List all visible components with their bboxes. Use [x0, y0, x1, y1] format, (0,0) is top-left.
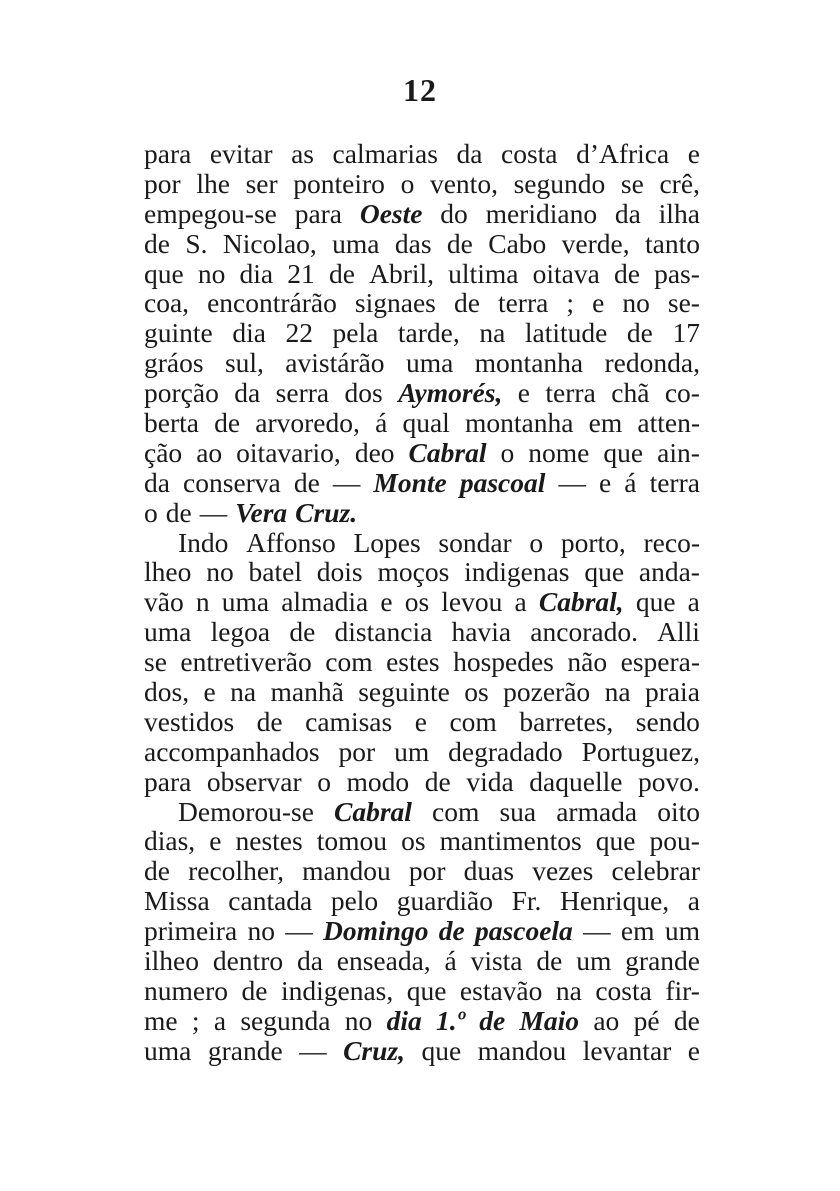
word: se- — [667, 287, 700, 319]
word: lheo — [144, 556, 192, 588]
word: nestes — [235, 825, 303, 857]
word: dia — [232, 317, 266, 349]
word: e — [414, 705, 427, 737]
word: Cabral — [334, 795, 412, 827]
text-line — [144, 438, 700, 468]
text-line — [144, 797, 700, 827]
word: ; — [191, 1004, 200, 1036]
text-line — [144, 288, 700, 318]
word: e — [599, 466, 612, 498]
word: — — [299, 1034, 327, 1066]
word: calmarias — [332, 138, 438, 169]
word: Demorou-se — [178, 795, 314, 827]
word: de — [214, 407, 241, 439]
word: gráos — [144, 347, 204, 379]
word: costa — [501, 138, 558, 169]
word: e — [687, 138, 700, 169]
word: de — [256, 705, 283, 737]
word: lhe — [196, 167, 230, 199]
word: guinte — [144, 317, 213, 349]
word: dos, — [144, 676, 190, 708]
word: Alli — [657, 616, 700, 648]
word: co- — [664, 377, 700, 409]
word: na — [555, 974, 582, 1006]
text-line — [144, 767, 700, 797]
word: estavão — [459, 974, 543, 1006]
word: em — [588, 407, 623, 439]
word: tomou — [316, 825, 388, 857]
word: de — [165, 496, 192, 528]
word: pascoela — [475, 915, 573, 947]
text-line — [144, 408, 700, 438]
word: no — [344, 1004, 373, 1036]
word: terra — [649, 466, 700, 498]
word: por — [144, 167, 181, 199]
text-line — [144, 229, 700, 259]
text-line — [144, 348, 700, 378]
word: vista — [470, 945, 523, 977]
word: ao — [593, 1004, 620, 1036]
word: levou — [441, 586, 503, 618]
word: que — [595, 825, 636, 857]
word: signaes — [354, 287, 436, 319]
word: moços — [377, 556, 450, 588]
word: da — [614, 197, 641, 229]
word: com — [325, 646, 373, 678]
word: redonda, — [604, 347, 700, 379]
word: que — [144, 257, 184, 289]
word: indigenas — [464, 556, 570, 588]
word: de — [438, 915, 465, 947]
word: e — [687, 1034, 700, 1066]
word: de — [144, 227, 170, 259]
word: oitavario, — [236, 436, 341, 468]
word: reco- — [643, 526, 700, 558]
word: que — [635, 586, 676, 618]
word: modo — [346, 765, 410, 797]
word: Lopes — [353, 526, 421, 558]
word: S. — [185, 227, 208, 259]
word: montanha — [464, 407, 574, 439]
word: indigenas, — [280, 974, 394, 1006]
word: no — [197, 257, 226, 289]
word: avistárão — [285, 347, 385, 379]
word: o — [317, 765, 331, 797]
word: um — [576, 945, 612, 977]
word: terra — [545, 377, 596, 409]
text-line — [144, 1036, 700, 1066]
word: de — [424, 765, 451, 797]
word: havia — [451, 616, 512, 648]
word: encontrárão — [207, 287, 337, 319]
word: que — [603, 436, 644, 468]
word: celebrar — [611, 855, 700, 887]
word: não — [567, 646, 608, 678]
word: atten- — [637, 407, 700, 439]
word: povo. — [638, 765, 700, 797]
word: Cruz, — [343, 1034, 406, 1066]
word: conserva — [183, 466, 281, 498]
word: qual — [402, 407, 450, 439]
word: verde, — [561, 227, 630, 259]
word: a — [687, 586, 700, 618]
word: armada — [556, 795, 638, 827]
word: vida — [466, 765, 514, 797]
word: coa, — [144, 287, 190, 319]
word: e — [517, 377, 530, 409]
word: pozerão — [503, 676, 591, 708]
word: guardião — [396, 885, 493, 917]
word: estes — [386, 646, 440, 678]
word: dia — [239, 257, 274, 289]
word: á — [624, 466, 637, 498]
body-text — [144, 139, 700, 1066]
word: e — [592, 287, 605, 319]
word: terra — [497, 287, 549, 319]
word: pou- — [649, 825, 700, 857]
word: — — [583, 915, 611, 947]
word: Aymorés, — [398, 377, 503, 409]
text-line — [144, 886, 700, 916]
word: por — [338, 735, 376, 767]
word: para — [144, 138, 192, 169]
word: porto, — [560, 526, 626, 558]
word: da — [456, 138, 483, 169]
word: grande — [625, 945, 700, 977]
word: primeira — [144, 915, 238, 947]
word: distancia — [334, 616, 433, 648]
text-line — [144, 946, 700, 976]
text-line — [144, 199, 700, 229]
word: um — [394, 735, 430, 767]
text-line — [144, 617, 700, 647]
word: tanto — [644, 227, 700, 259]
word: o — [400, 167, 415, 199]
word: uma — [332, 227, 380, 259]
word: degradado — [448, 735, 563, 767]
word: ponteiro — [293, 167, 385, 199]
word: Henrique, — [559, 885, 670, 917]
word: de — [446, 227, 473, 259]
word: Cabo — [488, 227, 547, 259]
word: costa — [595, 974, 652, 1006]
word: montanha — [474, 347, 584, 379]
text-line — [144, 318, 700, 348]
word: por — [408, 855, 446, 887]
word: berta — [144, 407, 199, 439]
word: de — [479, 1004, 506, 1036]
word: Nicolao, — [222, 227, 317, 259]
word: a — [213, 1004, 227, 1036]
word: que — [421, 1034, 462, 1066]
word: Maio — [519, 1004, 580, 1036]
word: no — [206, 556, 234, 588]
word: barretes, — [519, 705, 614, 737]
word: do — [440, 197, 468, 229]
word: praia — [644, 676, 700, 708]
text-line — [144, 169, 700, 199]
word: vezes — [532, 855, 594, 887]
word: a — [514, 586, 527, 618]
word: para — [144, 765, 192, 797]
word: á — [375, 407, 388, 439]
word: cantada — [228, 885, 313, 917]
word: da — [144, 466, 170, 498]
word: duas — [463, 855, 515, 887]
word: fir- — [665, 974, 700, 1006]
word: pela — [332, 317, 379, 349]
word: d’Africa — [576, 138, 670, 169]
text-line — [144, 916, 700, 946]
word: recolher, — [188, 855, 284, 887]
word: dois — [316, 556, 363, 588]
text-line — [144, 139, 700, 169]
word: Monte — [373, 466, 447, 498]
word: segunda — [240, 1004, 331, 1036]
word: arvoredo, — [255, 407, 360, 439]
word: dia — [386, 1004, 422, 1036]
word: serra — [275, 377, 330, 409]
word: oitava — [532, 257, 600, 289]
word: na — [230, 676, 257, 708]
word: entretiverão — [180, 646, 312, 678]
word: tarde, — [397, 317, 460, 349]
word: pascoal — [459, 466, 546, 498]
word: anda- — [638, 556, 700, 588]
word: a — [687, 885, 700, 917]
text-line — [144, 587, 700, 617]
text-line — [144, 737, 700, 767]
word: o — [500, 436, 515, 468]
word: espera- — [620, 646, 700, 678]
word: 21 — [287, 257, 315, 289]
word: crê, — [659, 167, 700, 199]
word: mandou — [302, 855, 391, 887]
word: observar — [206, 765, 302, 797]
word: Cabral, — [538, 586, 624, 618]
text-line — [144, 856, 700, 886]
word: Oeste — [359, 197, 423, 229]
word: Indo — [178, 526, 229, 558]
page-number: 12 — [403, 72, 437, 108]
word: ain- — [657, 436, 700, 468]
word: 1.º — [436, 1004, 465, 1036]
word: Affonso — [246, 526, 336, 558]
word: empegou-se — [144, 197, 277, 229]
word: dias, — [144, 825, 196, 857]
text-line — [144, 976, 700, 1006]
word: no — [247, 915, 275, 947]
word: ilheo — [144, 945, 199, 977]
word: Cruz. — [295, 496, 358, 528]
word: evitar — [209, 138, 273, 169]
word: os — [464, 676, 489, 708]
word: os — [404, 586, 430, 618]
word: batel — [248, 556, 302, 588]
word: nome — [528, 436, 590, 468]
text-line — [144, 826, 700, 856]
word: vestidos — [144, 705, 235, 737]
word: sua — [499, 795, 537, 827]
word: n — [195, 586, 210, 618]
word: uma — [144, 616, 192, 648]
text-line — [144, 468, 700, 498]
word: de — [613, 257, 640, 289]
word: de — [289, 616, 316, 648]
word: ; — [566, 287, 575, 319]
word: porção — [144, 377, 219, 409]
word: da — [234, 377, 261, 409]
word: na — [479, 317, 506, 349]
word: ancorado. — [530, 616, 638, 648]
word: de — [328, 257, 355, 289]
text-line — [144, 677, 700, 707]
word: Cabral — [408, 436, 487, 468]
word: accompanhados — [144, 735, 320, 767]
word: almadia — [281, 586, 369, 618]
text-line — [144, 498, 700, 528]
word: chã — [611, 377, 650, 409]
word: o — [144, 496, 158, 528]
word: ao — [196, 436, 223, 468]
text-line — [144, 259, 700, 289]
text-line — [144, 528, 700, 558]
word: pé — [633, 1004, 660, 1036]
word: sul, — [224, 347, 264, 379]
text-line — [144, 707, 700, 737]
word: de — [241, 974, 268, 1006]
word: que — [584, 556, 625, 588]
word: vento, — [429, 167, 498, 199]
word: mandou — [477, 1034, 567, 1066]
text-line — [144, 1006, 700, 1036]
word: á — [444, 945, 457, 977]
word: sendo — [635, 705, 700, 737]
word: Fr. — [511, 885, 542, 917]
word: sondar — [438, 526, 512, 558]
word: um — [664, 915, 700, 947]
word: — — [558, 466, 586, 498]
word: camisas — [305, 705, 393, 737]
word: hospedes — [453, 646, 554, 678]
word: na — [604, 676, 631, 708]
word: o — [529, 526, 544, 558]
word: que — [406, 974, 447, 1006]
word: pelo — [330, 885, 379, 917]
word: de — [536, 945, 563, 977]
word: ser — [245, 167, 278, 199]
word: Missa — [144, 885, 210, 917]
word: em — [620, 915, 655, 947]
word: ultima — [448, 257, 519, 289]
word: numero — [144, 974, 229, 1006]
word: dos — [344, 377, 383, 409]
text-line — [144, 557, 700, 587]
word: no — [622, 287, 650, 319]
word: manhã — [270, 676, 344, 708]
word: levantar — [582, 1034, 672, 1066]
word: Abril, — [369, 257, 435, 289]
word: uma — [405, 347, 454, 379]
word: — — [332, 466, 361, 498]
word: de — [673, 1004, 700, 1036]
word: as — [291, 138, 314, 169]
word: de — [293, 466, 320, 498]
word: enseada, — [336, 945, 431, 977]
word: pas- — [654, 257, 700, 289]
word: segundo — [513, 167, 606, 199]
word: — — [285, 915, 313, 947]
word: para — [294, 197, 343, 229]
word: e — [203, 676, 216, 708]
word: e — [209, 825, 222, 857]
word: vão — [144, 586, 184, 618]
word: de — [144, 855, 170, 887]
word: dentro — [212, 945, 284, 977]
text-line — [144, 647, 700, 677]
word: 22 — [285, 317, 313, 349]
word: da — [296, 945, 323, 977]
word: ção — [144, 436, 183, 468]
word: latitude — [524, 317, 608, 349]
word: Portuguez, — [581, 735, 700, 767]
word: legoa — [210, 616, 271, 648]
word: mantimentos — [439, 825, 582, 857]
word: Vera — [235, 496, 288, 528]
word: se — [144, 646, 167, 678]
word: daquelle — [529, 765, 623, 797]
word: deo — [354, 436, 395, 468]
word: de — [453, 287, 480, 319]
word: Domingo — [323, 915, 429, 947]
word: com — [449, 705, 497, 737]
word: me — [144, 1004, 178, 1036]
word: seguinte — [358, 676, 450, 708]
word: de — [626, 317, 653, 349]
word: uma — [144, 1034, 192, 1066]
word: se — [620, 167, 644, 199]
word: oito — [657, 795, 700, 827]
word: 17 — [672, 317, 700, 349]
word: com — [432, 795, 480, 827]
word: — — [199, 496, 228, 528]
word: uma — [221, 586, 270, 618]
word: das — [394, 227, 432, 259]
word: meridiano — [485, 197, 598, 229]
word: e — [380, 586, 393, 618]
word: grande — [207, 1034, 283, 1066]
word: ilha — [658, 197, 700, 229]
text-line — [144, 378, 700, 408]
word: os — [401, 825, 426, 857]
